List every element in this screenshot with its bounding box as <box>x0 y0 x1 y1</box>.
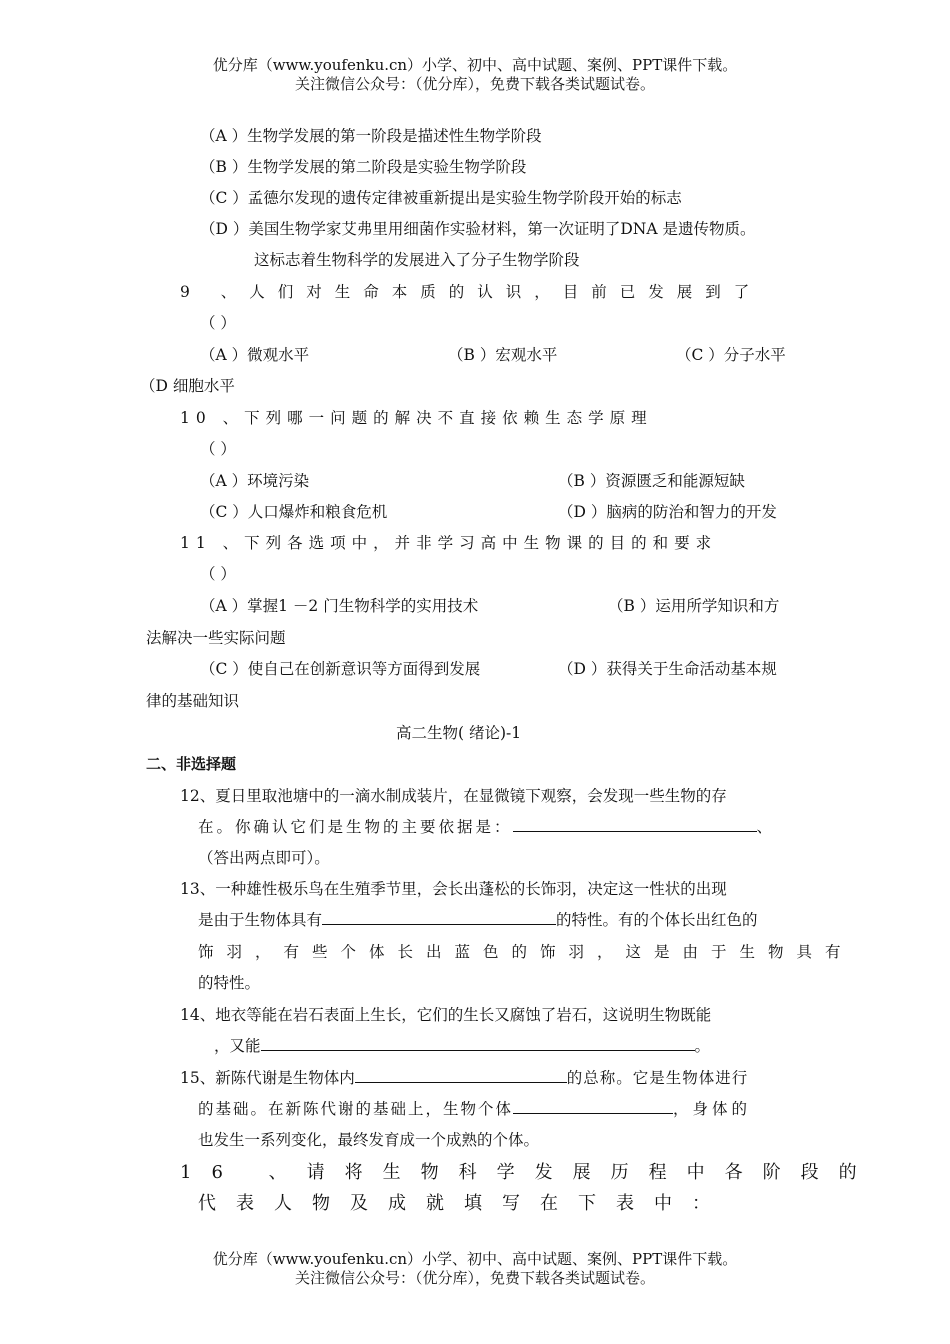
q8-option-b: （B ）生物学发展的第二阶段是实验生物学阶段 <box>200 158 527 176</box>
q15-line-1-text-b: 的总称。它是生物体进行 <box>566 1069 749 1087</box>
q13-line-2 <box>198 908 758 930</box>
header-line-2: 关注微信公众号：（优分库），免费下载各类试题试卷。 <box>294 75 655 93</box>
q11-answer-paren: （ ） <box>200 565 236 583</box>
q13-answer-blank-1[interactable] <box>322 908 556 925</box>
q9-option-d: （D 细胞水平 <box>140 377 235 395</box>
q14-line-2-text-a: ，又能 <box>214 1037 261 1055</box>
q12-answer-blank[interactable] <box>513 815 757 832</box>
q13-line-4: 的特性。 <box>198 974 261 992</box>
q11-option-c: （C ）使自己在创新意识等方面得到发展 <box>200 660 481 678</box>
q13-line-3: 饰羽，有些个体长出蓝色的饰羽，这是由于生物具有 <box>198 943 854 961</box>
q14-line-1: 14、地衣等能在岩石表面上生长，它们的生长又腐蚀了岩石，这说明生物既能 <box>180 1006 712 1024</box>
q11-option-b-continued: 法解决一些实际问题 <box>146 629 286 647</box>
q14-answer-blank[interactable] <box>261 1034 695 1051</box>
q11-option-d-continued: 律的基础知识 <box>146 692 240 710</box>
q13-line-1: 13、一种雄性极乐鸟在生殖季节里，会长出蓬松的长饰羽，决定这一性状的出现 <box>180 880 727 898</box>
q10-option-a: （A ）环境污染 <box>200 472 310 490</box>
q15-answer-blank-2[interactable] <box>513 1097 673 1114</box>
q16-line-1: 16 、请将生物科学发展历程中各阶段的 <box>180 1162 877 1183</box>
q15-line-3: 也发生一系列变化，最终发育成一个成熟的个体。 <box>198 1131 540 1149</box>
section-title: 二、非选择题 <box>146 755 237 773</box>
q11-option-a: （A ）掌握1 －2 门生物科学的实用技术 <box>200 597 479 615</box>
q8-option-d: （D ）美国生物学家艾弗里用细菌作实验材料，第一次证明了DNA 是遗传物质。 <box>200 220 756 238</box>
q15-line-1-text-a: 15、新陈代谢是生物体内 <box>180 1069 355 1087</box>
q12-line-1: 12、夏日里取池塘中的一滴水制成装片，在显微镜下观察，会发现一些生物的存 <box>180 787 727 805</box>
footer-line-2: 关注微信公众号：（优分库），免费下载各类试题试卷。 <box>294 1269 655 1287</box>
q10-answer-paren: （ ） <box>200 440 236 458</box>
q11-option-b: （B ）运用所学知识和方 <box>608 597 780 615</box>
q13-line-2-text-b: 的特性。有的个体长出红色的 <box>556 911 758 929</box>
q8-option-c: （C ）孟德尔发现的遗传定律被重新提出是实验生物学阶段开始的标志 <box>200 189 682 207</box>
page-label: 高二生物( 绪论)-1 <box>396 724 522 742</box>
q12-line-3: （答出两点即可）。 <box>198 849 330 867</box>
q12-line-2-end: 、 <box>756 818 773 836</box>
footer-line-1: 优分库（www.youfenku.cn）小学、初中、高中试题、案例、PPT课件下载。 <box>212 1250 738 1268</box>
q9-option-a: （A ）微观水平 <box>200 346 310 364</box>
q15-line-2-text-a: 的基础。在新陈代谢的基础上，生物个体 <box>198 1100 514 1118</box>
q9-option-c: （C ）分子水平 <box>676 346 786 364</box>
q15-answer-blank-1[interactable] <box>355 1066 567 1083</box>
q12-line-2 <box>198 815 772 837</box>
q12-line-2-text: 在。你确认它们是生物的主要依据是： <box>198 818 513 836</box>
q15-line-2 <box>198 1097 751 1119</box>
q15-line-1 <box>180 1066 748 1088</box>
q11-stem: 11 、下列各选项中，并非学习高中生物课的目的和要求 <box>180 534 718 552</box>
q16-line-2: 代表人物及成就填写在下表中： <box>198 1193 730 1214</box>
q10-option-c: （C ）人口爆炸和粮食危机 <box>200 503 388 521</box>
q13-line-2-text-a: 是由于生物体具有 <box>198 911 323 929</box>
q9-option-b: （B ）宏观水平 <box>448 346 558 364</box>
q14-line-2-text-b: 。 <box>694 1037 711 1055</box>
q9-answer-paren: （ ） <box>200 314 236 332</box>
q10-option-d: （D ）脑病的防治和智力的开发 <box>558 503 777 521</box>
q10-option-b: （B ）资源匮乏和能源短缺 <box>558 472 745 490</box>
q8-option-a: （A ）生物学发展的第一阶段是描述性生物学阶段 <box>200 127 542 145</box>
q15-line-2-text-b: ，身体的 <box>673 1100 752 1118</box>
q9-stem: 9 、人们对生命本质的认识，目前已发展到了 <box>180 283 763 301</box>
q8-option-d-continued: 这标志着生物科学的发展进入了分子生物学阶段 <box>254 251 580 269</box>
q14-line-2 <box>214 1034 710 1056</box>
q11-option-d: （D ）获得关于生命活动基本规 <box>558 660 777 678</box>
q10-stem: 10 、下列哪一问题的解决不直接依赖生态学原理 <box>180 409 653 427</box>
header-line-1: 优分库（www.youfenku.cn）小学、初中、高中试题、案例、PPT课件下载。 <box>212 56 738 74</box>
